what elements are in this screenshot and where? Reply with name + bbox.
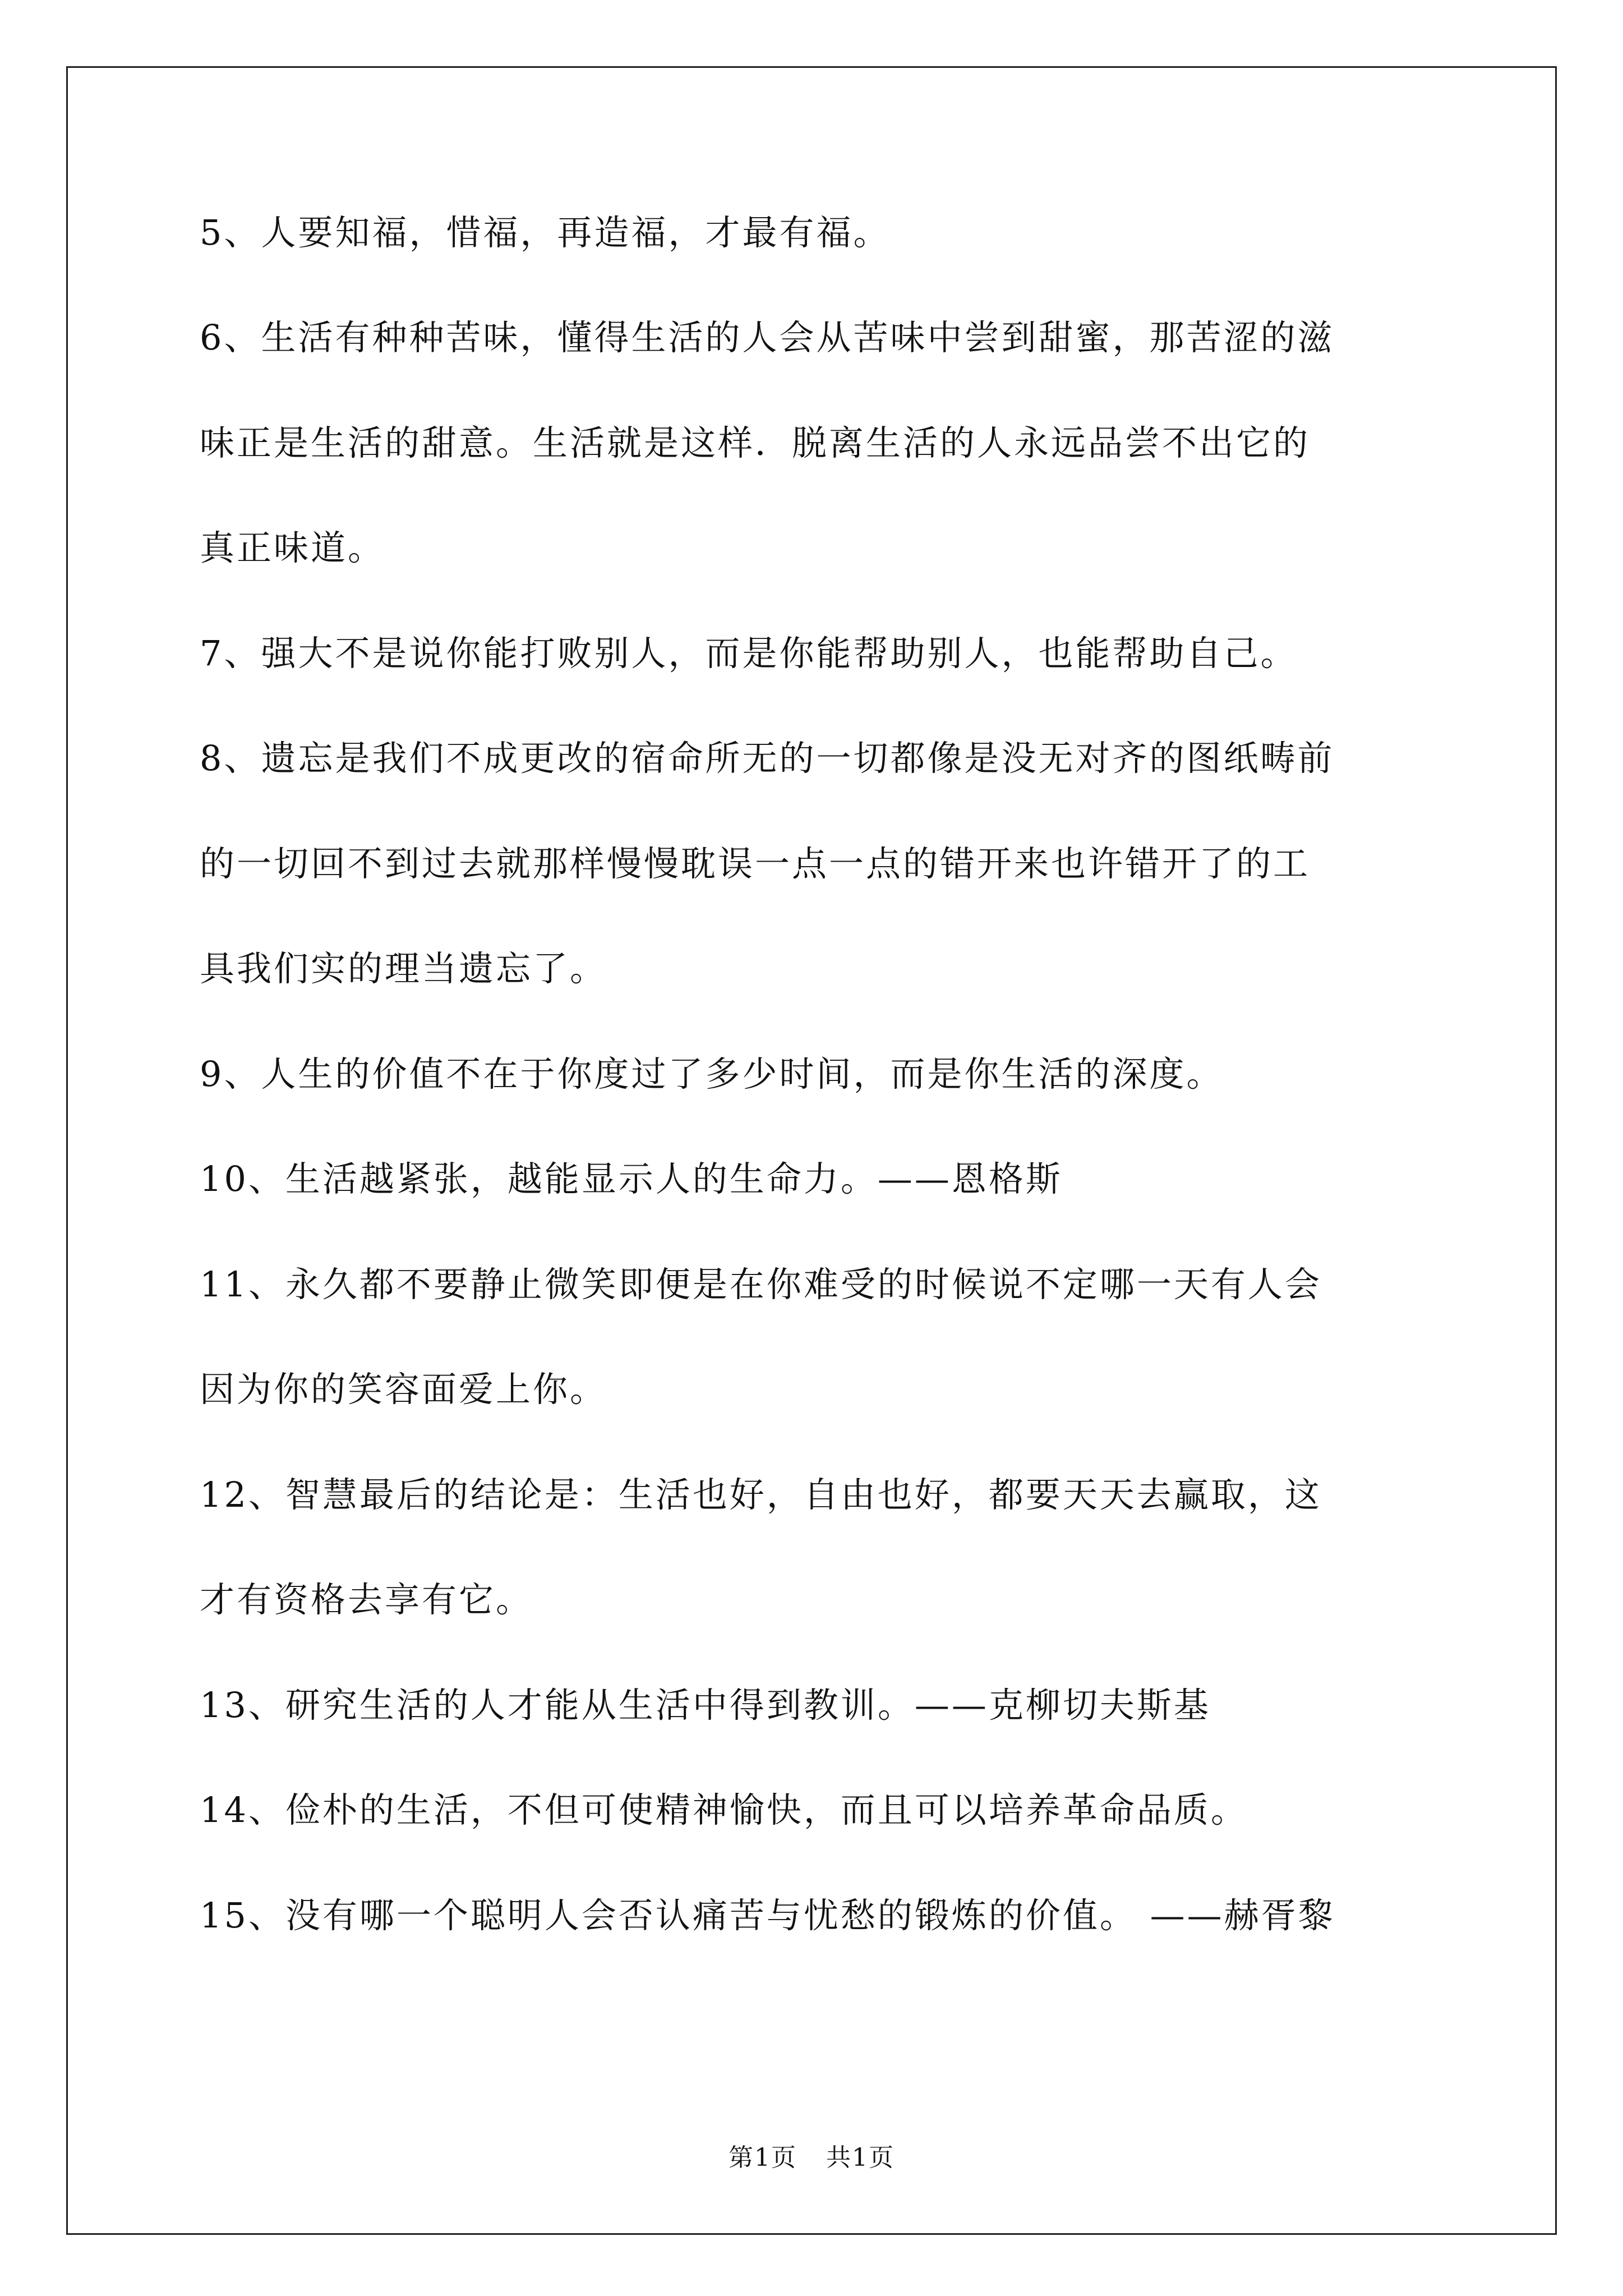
page-number: 第1页 — [728, 2143, 797, 2172]
text-line: 5、人要知福，惜福，再造福，才最有福。 — [200, 212, 891, 253]
text-line: 6、生活有种种苦味，懂得生活的人会从苦味中尝到甜蜜，那苦涩的滋 — [200, 317, 1335, 358]
text-line: 15、没有哪一个聪明人会否认痛苦与忧愁的锻炼的价值。 ——赫胥黎 — [200, 1895, 1335, 1936]
text-line: 因为你的笑容面爱上你。 — [200, 1369, 607, 1410]
page-footer — [0, 2137, 1623, 2173]
text-line: 8、遗忘是我们不成更改的宿命所无的一切都像是没无对齐的图纸畴前 — [200, 738, 1335, 779]
page-total: 共1页 — [826, 2143, 895, 2172]
text-line: 才有资格去享有它。 — [200, 1579, 533, 1620]
text-line: 9、人生的价值不在于你度过了多少时间，而是你生活的深度。 — [200, 1053, 1224, 1094]
text-line: 的一切回不到过去就那样慢慢耽误一点一点的错开来也许错开了的工 — [200, 843, 1311, 884]
text-line: 13、研究生活的人才能从生活中得到教训。——克柳切夫斯基 — [200, 1685, 1211, 1726]
text-line: 12、智慧最后的结论是：生活也好，自由也好，都要天天去赢取，这 — [200, 1474, 1322, 1515]
text-line: 10、生活越紧张，越能显示人的生命力。——恩格斯 — [200, 1158, 1063, 1199]
text-line: 14、俭朴的生活，不但可使精神愉快，而且可以培养革命品质。 — [200, 1789, 1248, 1830]
text-line: 11、永久都不要静止微笑即便是在你难受的时候说不定哪一天有人会 — [200, 1264, 1322, 1305]
text-line: 味正是生活的甜意。生活就是这样．脱离生活的人永远品尝不出它的 — [200, 422, 1311, 463]
text-line: 具我们实的理当遗忘了。 — [200, 948, 607, 989]
text-line: 7、强大不是说你能打败别人，而是你能帮助别人，也能帮助自己。 — [200, 633, 1298, 674]
text-line: 真正味道。 — [200, 527, 385, 568]
